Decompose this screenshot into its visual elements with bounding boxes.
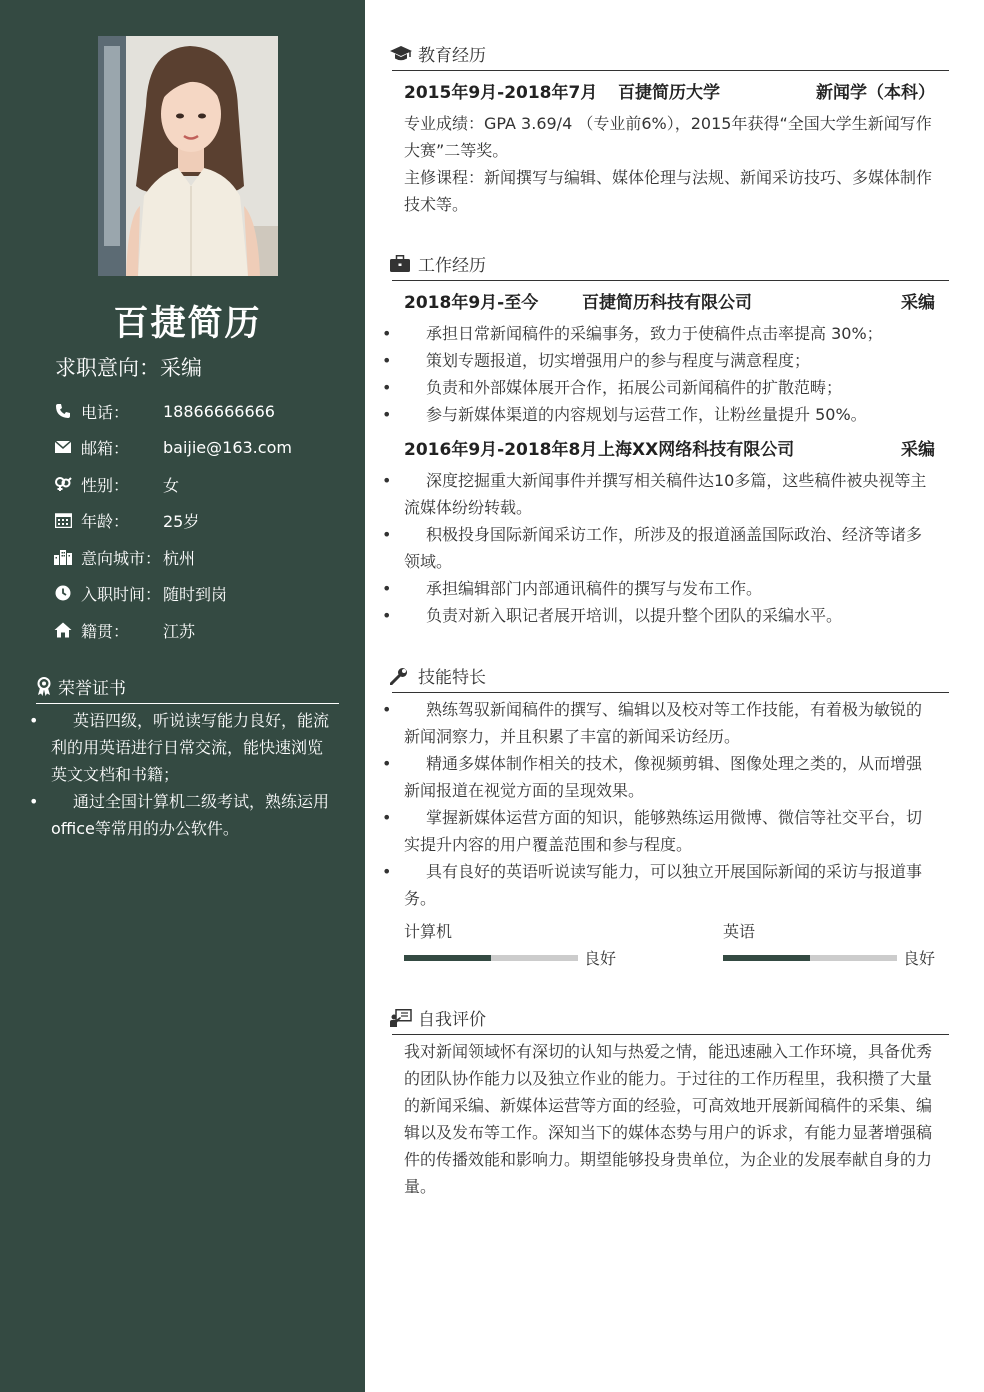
- age-value: 25岁: [163, 511, 200, 531]
- job-period: 2018年9月-至今: [404, 293, 539, 313]
- self-evaluation-text: 我对新闻领域怀有深切的认知与热爱之情，能迅速融入工作环境，具备优秀的团队协作能力以及独立作业的能力。于过往的工作历程里，我积攒了大量的新闻采编、新媒体运营等方面的经验，可高效地开展新闻稿件的采集、编辑以及发布等工作。深知当下的媒体态势与用户的诉求，有能力显著增强稿件的传播效能和影响力。期望能够投身贵单位，为企业的发展奉献自身的力量。: [404, 1042, 933, 1196]
- skill-bar-label: 英语: [723, 922, 756, 941]
- skills-divider: [392, 692, 949, 693]
- list-item: • 负责对新入职记者展开培训，以提升整个团队的采编水平。: [404, 602, 936, 629]
- honors-divider: [36, 703, 339, 704]
- contact-label: 邮箱：: [81, 438, 130, 458]
- list-item: • 英语四级，听说读写能力良好，能流利的用英语进行日常交流，能快速浏览英文文档和书籍；: [51, 707, 331, 788]
- education-divider: [392, 70, 949, 71]
- list-item: • 承担编辑部门内部通讯稿件的撰写与发布工作。: [404, 575, 936, 602]
- award-icon: [36, 677, 54, 697]
- job-company: 上海XX网络科技有限公司: [598, 440, 795, 460]
- job-intent: 求职意向：采编: [55, 356, 202, 380]
- graduation-cap-icon: [390, 44, 412, 64]
- clock-icon: [53, 583, 73, 603]
- list-item: • 通过全国计算机二级考试，熟练运用office等常用的办公软件。: [51, 788, 331, 842]
- honors-list: [51, 707, 331, 842]
- city-icon: [53, 547, 73, 567]
- list-item: • 参与新媒体渠道的内容规划与运营工作，让粉丝量提升 50%。: [404, 401, 936, 428]
- work-divider: [392, 280, 949, 281]
- list-item: • 具有良好的英语听说读写能力，可以独立开展国际新闻的采访与报道事务。: [404, 858, 936, 912]
- list-item: • 积极投身国际新闻采访工作，所涉及的报道涵盖国际政治、经济等诸多领域。: [404, 521, 936, 575]
- education-detail-2: 主修课程：新闻撰写与编辑、媒体伦理与法规、新闻采访技巧、多媒体制作技术等。: [404, 168, 933, 214]
- job-1-duties: [404, 320, 936, 428]
- work-title-text: 工作经历: [418, 256, 486, 276]
- presentation-icon: [390, 1008, 412, 1028]
- contact-label: 籍贯：: [81, 621, 130, 641]
- contact-phone: [53, 399, 275, 423]
- job-2-duties: [404, 467, 936, 629]
- phone-value: 18866666666: [163, 401, 275, 421]
- job-company: 百捷简历科技有限公司: [582, 293, 752, 313]
- list-item: • 掌握新媒体运营方面的知识，能够熟练运用微博、微信等社交平台，切实提升内容的用户覆盖范围和参与程度。: [404, 804, 936, 858]
- wrench-icon: [390, 666, 412, 686]
- sidebar: [0, 0, 365, 1392]
- contact-label: 年龄：: [81, 511, 130, 531]
- education-detail-1: 专业成绩：GPA 3.69/4 （专业前6%），2015年获得“全国大学生新闻写作大赛”二等奖。: [404, 114, 932, 160]
- skill-bar-fill: [723, 955, 810, 961]
- home-icon: [53, 620, 73, 640]
- skills-title-text: 技能特长: [418, 668, 486, 688]
- profile-photo: [98, 36, 278, 276]
- gender-icon: [53, 474, 73, 494]
- mail-icon: [53, 437, 73, 457]
- list-item: • 深度挖掘重大新闻事件并撰写相关稿件达10多篇，这些稿件被央视等主流媒体纷纷转载。: [404, 467, 936, 521]
- briefcase-icon: [390, 254, 412, 274]
- honors-title-text: 荣誉证书: [58, 679, 126, 699]
- list-item: • 策划专题报道，切实增强用户的参与程度与满意程度；: [404, 347, 936, 374]
- skills-section-title: [390, 663, 486, 688]
- skill-bar-level: 良好: [584, 949, 617, 968]
- self-divider: [392, 1034, 949, 1035]
- contact-label: 性别：: [81, 475, 130, 495]
- contact-gender: [53, 472, 179, 496]
- skill-bar-track: [404, 955, 578, 961]
- education-period: 2015年9月-2018年7月: [404, 83, 598, 103]
- contact-hometown: [53, 618, 195, 642]
- hometown-value: 江苏: [163, 621, 196, 641]
- honors-title: [36, 674, 126, 699]
- contact-start: [53, 581, 227, 605]
- self-section-title: [390, 1005, 486, 1030]
- contact-age: [53, 508, 199, 532]
- contact-label: 电话：: [81, 402, 130, 422]
- list-item: • 熟练驾驭新闻稿件的撰写、编辑以及校对等工作技能，有着极为敏锐的新闻洞察力，并且积累了丰富的新闻采访经历。: [404, 696, 936, 750]
- education-school: 百捷简历大学: [618, 83, 720, 103]
- skill-bar-fill: [404, 955, 491, 961]
- contact-city: [53, 545, 195, 569]
- education-title-text: 教育经历: [418, 46, 486, 66]
- skill-bar-label: 计算机: [404, 922, 453, 941]
- education-section-title: [390, 41, 486, 66]
- email-value: baijie@163.com: [163, 437, 292, 457]
- list-item: • 精通多媒体制作相关的技术，像视频剪辑、图像处理之类的，从而增强新闻报道在视觉方面的呈现效果。: [404, 750, 936, 804]
- contact-email: [53, 435, 292, 459]
- start-value: 随时到岗: [163, 584, 228, 604]
- skills-list: [404, 696, 936, 912]
- city-value: 杭州: [163, 548, 196, 568]
- work-section-title: [390, 251, 486, 276]
- contact-label: 意向城市：: [81, 548, 162, 568]
- calendar-icon: [53, 510, 73, 530]
- self-title-text: 自我评价: [418, 1010, 486, 1030]
- phone-icon: [53, 401, 73, 421]
- list-item: • 负责和外部媒体展开合作，拓展公司新闻稿件的扩散范畴；: [404, 374, 936, 401]
- list-item: • 承担日常新闻稿件的采编事务，致力于使稿件点击率提高 30%；: [404, 320, 936, 347]
- candidate-name: 百捷简历: [113, 304, 262, 344]
- job-role: 采编: [901, 293, 935, 313]
- job-period: 2016年9月-2018年8月: [404, 440, 598, 460]
- gender-value: 女: [163, 475, 180, 495]
- contact-label: 入职时间：: [81, 584, 162, 604]
- job-role: 采编: [901, 440, 935, 460]
- skill-bar-track: [723, 955, 897, 961]
- skill-bar-level: 良好: [903, 949, 936, 968]
- education-major: 新闻学（本科）: [816, 83, 935, 103]
